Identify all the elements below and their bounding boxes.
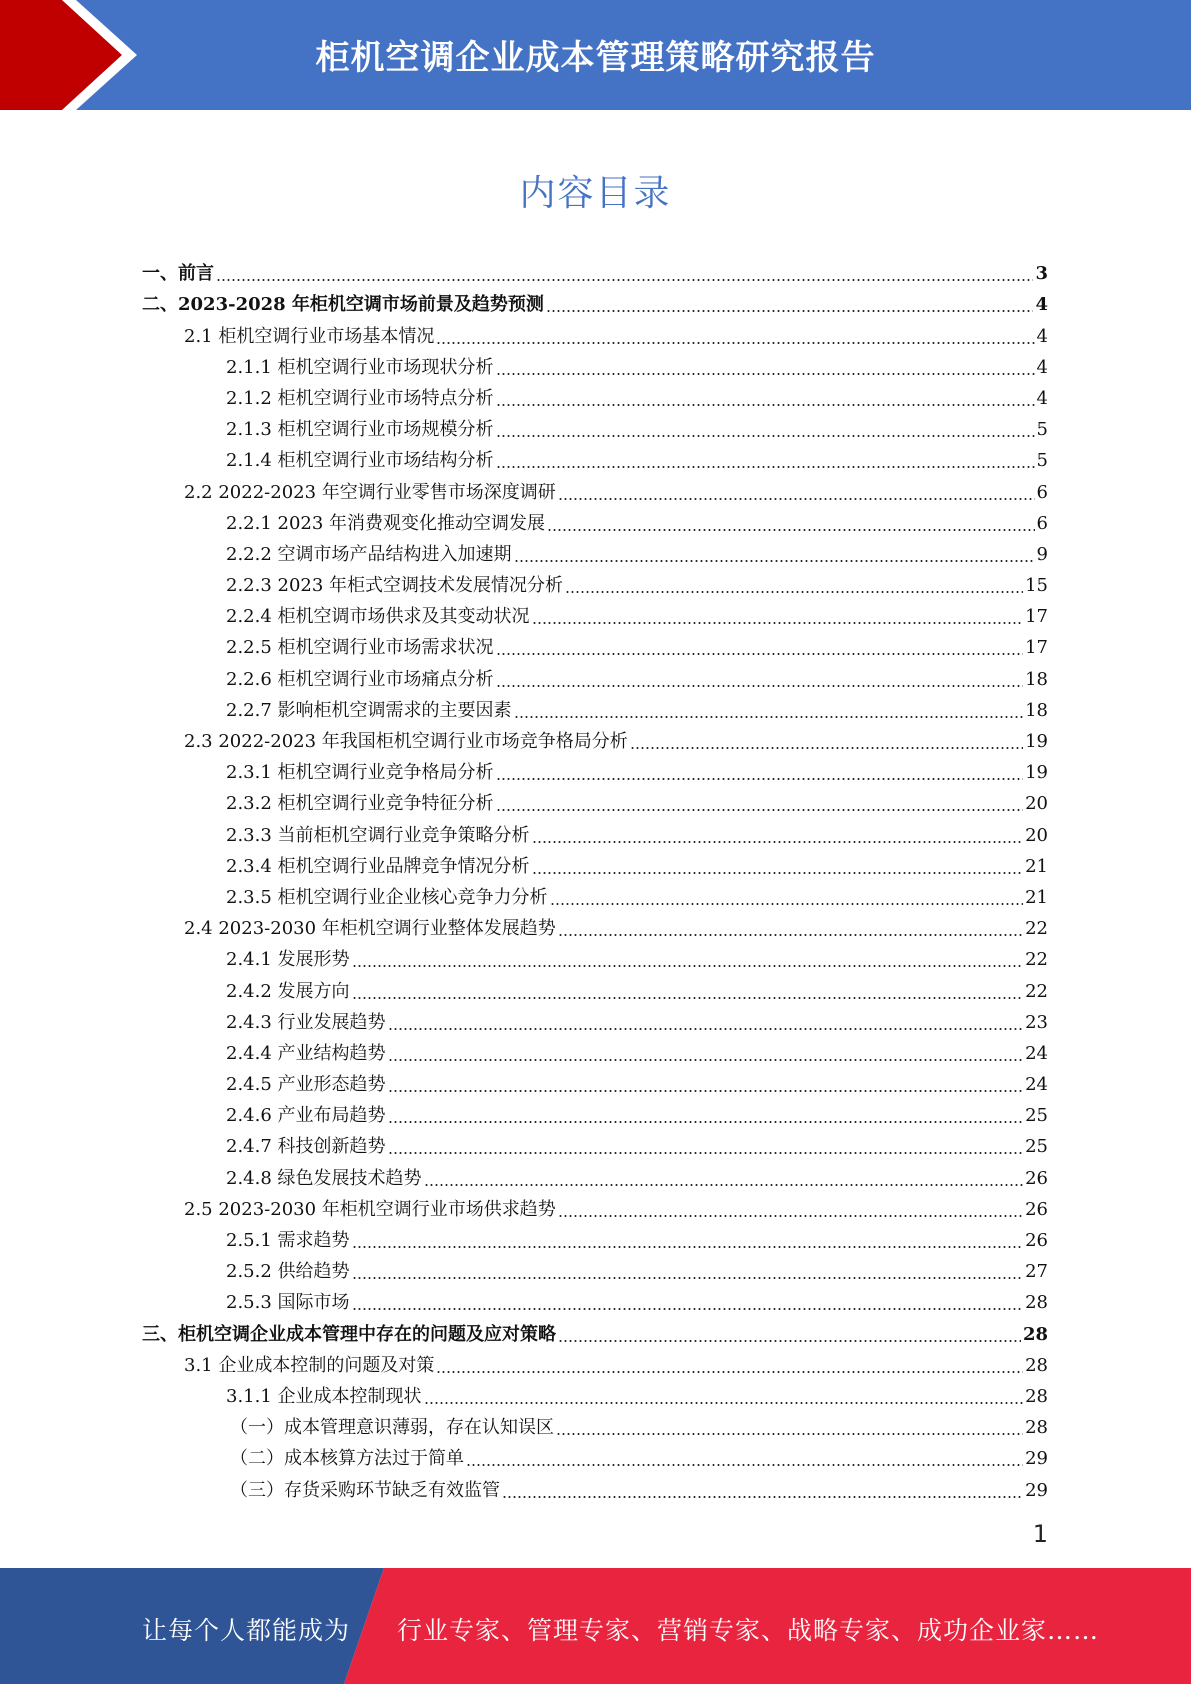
- toc-entry-title: 2.3.4 柜机空调行业品牌竞争情况分析: [226, 855, 530, 877]
- dot-leader: [424, 1400, 1024, 1404]
- dot-leader: [532, 620, 1024, 624]
- dot-leader: [352, 1244, 1024, 1248]
- toc-entry-title: 2.4.3 行业发展趋势: [226, 1011, 386, 1033]
- toc-entry-title: 2.5.1 需求趋势: [226, 1230, 350, 1251]
- toc-entry[interactable]: [142, 659, 1048, 690]
- dot-leader: [558, 1338, 1021, 1342]
- toc-entry-page: 19: [1025, 731, 1048, 752]
- toc-entry[interactable]: [142, 1346, 1048, 1377]
- toc-entry[interactable]: [142, 1252, 1048, 1283]
- toc-entry-page: 24: [1025, 1074, 1048, 1096]
- toc-entry-page: 17: [1025, 606, 1048, 628]
- toc-entry[interactable]: [142, 285, 1048, 316]
- toc-entry-title: 2.2.6 柜机空调行业市场痛点分析: [226, 668, 494, 690]
- toc-entry[interactable]: [142, 1221, 1048, 1252]
- toc-entry-page: 24: [1025, 1042, 1048, 1064]
- toc-entry-title: 2.2 2022-2023 年空调行业零售市场深度调研: [184, 481, 556, 503]
- toc-entry-page: 17: [1025, 637, 1048, 659]
- dot-leader: [556, 1431, 1023, 1435]
- toc-entry-page: 4: [1036, 387, 1048, 409]
- toc-entry-page: 25: [1025, 1105, 1048, 1127]
- dot-leader: [388, 1088, 1024, 1092]
- toc-entry[interactable]: [142, 691, 1048, 722]
- toc-entry-page: 27: [1025, 1261, 1048, 1283]
- toc-entry[interactable]: [142, 753, 1048, 784]
- toc-entry[interactable]: [142, 566, 1048, 597]
- toc-entry-page: 9: [1036, 543, 1048, 565]
- toc-entry[interactable]: [142, 1065, 1048, 1096]
- dot-leader: [565, 589, 1023, 593]
- dot-leader: [514, 714, 1024, 718]
- toc-entry[interactable]: [142, 410, 1048, 441]
- toc-entry-title: 2.4.2 发展方向: [226, 980, 350, 1002]
- toc-entry-title: 2.4.6 产业布局趋势: [226, 1105, 386, 1127]
- toc-entry-page: 21: [1025, 886, 1048, 908]
- toc-entry-page: 18: [1025, 699, 1048, 721]
- dot-leader: [424, 1182, 1024, 1186]
- toc-entry[interactable]: [142, 1408, 1048, 1439]
- toc-entry-title: 2.4.4 产业结构趋势: [226, 1042, 386, 1064]
- dot-leader: [496, 371, 1035, 375]
- toc-entry-page: 29: [1025, 1479, 1048, 1501]
- dot-leader: [558, 496, 1035, 500]
- toc-entry-title: 2.1.1 柜机空调行业市场现状分析: [226, 356, 494, 378]
- toc-entry[interactable]: [142, 971, 1048, 1002]
- toc-entry-page: 26: [1025, 1230, 1048, 1251]
- dot-leader: [352, 1306, 1024, 1310]
- toc-entry[interactable]: [142, 722, 1048, 753]
- toc-entry[interactable]: [142, 1034, 1048, 1065]
- toc-entry-title: 2.5.2 供给趋势: [226, 1261, 350, 1283]
- dot-leader: [496, 683, 1024, 687]
- toc-entry-page: 20: [1025, 793, 1048, 815]
- toc-entry-title: 2.4.1 发展形势: [226, 949, 350, 971]
- dot-leader: [216, 277, 1033, 281]
- dot-leader: [436, 1369, 1023, 1373]
- dot-leader: [547, 527, 1034, 531]
- toc-entry-page: 5: [1036, 450, 1048, 472]
- toc-entry-title: 一、前言: [142, 263, 214, 285]
- dot-leader: [388, 1026, 1024, 1030]
- page-number: 1: [1032, 1520, 1048, 1548]
- toc-entry-page: 21: [1025, 855, 1048, 877]
- dot-leader: [496, 651, 1024, 655]
- toc-entry[interactable]: [142, 348, 1048, 379]
- toc-entry-title: 二、2023-2028 年柜机空调市场前景及趋势预测: [142, 294, 544, 316]
- toc-entry-page: 23: [1025, 1011, 1048, 1033]
- toc-entry-page: 15: [1025, 575, 1048, 597]
- toc-entry-page: 28: [1022, 1323, 1048, 1345]
- toc-entry-page: 22: [1025, 949, 1048, 971]
- toc-entry[interactable]: [142, 1158, 1048, 1189]
- header-banner: [0, 0, 1191, 110]
- toc-entry-title: 2.2.3 2023 年柜式空调技术发展情况分析: [226, 575, 564, 597]
- toc-entry[interactable]: [142, 784, 1048, 815]
- toc-entry[interactable]: [142, 597, 1048, 628]
- toc-entry-page: 3: [1035, 263, 1048, 285]
- toc-entry-title: （一）成本管理意识薄弱，存在认知误区: [230, 1417, 554, 1439]
- dot-leader: [352, 995, 1024, 999]
- dot-leader: [550, 901, 1024, 905]
- toc-heading: 内容目录: [519, 173, 672, 214]
- toc-entry[interactable]: [142, 316, 1048, 347]
- dot-leader: [496, 464, 1035, 468]
- toc-entry-title: 2.4.5 产业形态趋势: [226, 1074, 386, 1096]
- toc-entry-page: 29: [1025, 1448, 1048, 1470]
- toc-entry-title: 2.5 2023-2030 年柜机空调行业市场供求趋势: [184, 1198, 556, 1220]
- toc-entry[interactable]: [142, 878, 1048, 909]
- toc-entry-title: （三）存货采购环节缺乏有效监管: [230, 1479, 500, 1501]
- toc-entry-page: 6: [1036, 512, 1048, 534]
- toc-entry[interactable]: [142, 1314, 1048, 1345]
- toc-entry-page: 4: [1035, 294, 1048, 316]
- toc-entry-page: 26: [1025, 1198, 1048, 1220]
- toc-entry-title: 2.1.4 柜机空调行业市场结构分析: [226, 450, 494, 472]
- dot-leader: [496, 776, 1024, 780]
- dot-leader: [496, 807, 1024, 811]
- toc-entry-page: 4: [1036, 356, 1048, 378]
- toc-entry-title: 2.1 柜机空调行业市场基本情况: [184, 325, 435, 347]
- toc-entry-page: 22: [1025, 918, 1048, 940]
- toc-entry[interactable]: [142, 441, 1048, 472]
- dot-leader: [558, 932, 1023, 936]
- toc-entry-title: 2.3.1 柜机空调行业竞争格局分析: [226, 762, 494, 784]
- toc-entry-page: 19: [1025, 762, 1048, 784]
- footer-slogan-left: 让每个人都能成为: [142, 1616, 351, 1645]
- toc-entry-title: 2.2.4 柜机空调市场供求及其变动状况: [226, 606, 530, 628]
- toc-entry-title: 2.4 2023-2030 年柜机空调行业整体发展趋势: [184, 918, 556, 940]
- dot-leader: [558, 1213, 1023, 1217]
- dot-leader: [514, 558, 1035, 562]
- dot-leader: [546, 308, 1034, 312]
- toc-entry-title: （二）成本核算方法过于简单: [230, 1448, 464, 1470]
- toc-entry[interactable]: [142, 1439, 1048, 1470]
- toc-entry[interactable]: [142, 1283, 1048, 1314]
- dot-leader: [388, 1057, 1024, 1061]
- toc-entry-title: 2.2.2 空调市场产品结构进入加速期: [226, 543, 512, 565]
- dot-leader: [436, 340, 1034, 344]
- toc-entry[interactable]: [142, 1470, 1048, 1501]
- toc-entry[interactable]: [142, 1377, 1048, 1408]
- toc-entry-title: 2.3 2022-2023 年我国柜机空调行业市场竞争格局分析: [184, 731, 628, 752]
- toc-entry-page: 6: [1036, 481, 1048, 503]
- toc-entry[interactable]: [142, 504, 1048, 535]
- toc-entry[interactable]: [142, 379, 1048, 410]
- dot-leader: [388, 1119, 1024, 1123]
- table-of-contents: [142, 254, 1048, 1502]
- toc-entry[interactable]: [142, 628, 1048, 659]
- dot-leader: [466, 1462, 1023, 1466]
- toc-entry-title: 3.1.1 企业成本控制现状: [226, 1385, 422, 1407]
- toc-entry[interactable]: [142, 1190, 1048, 1221]
- toc-entry-page: 28: [1025, 1354, 1048, 1376]
- toc-entry[interactable]: [142, 909, 1048, 940]
- dot-leader: [352, 963, 1024, 967]
- footer-banner: [0, 1568, 1191, 1684]
- toc-entry-page: 28: [1025, 1385, 1048, 1407]
- dot-leader: [502, 1494, 1023, 1498]
- toc-entry-title: 2.2.5 柜机空调行业市场需求状况: [226, 637, 494, 659]
- toc-entry[interactable]: [142, 535, 1048, 566]
- toc-entry[interactable]: [142, 254, 1048, 285]
- toc-entry[interactable]: [142, 1003, 1048, 1034]
- toc-entry-page: 28: [1025, 1417, 1048, 1439]
- toc-entry[interactable]: [142, 847, 1048, 878]
- toc-entry-title: 2.5.3 国际市场: [226, 1292, 350, 1314]
- dot-leader: [630, 745, 1023, 749]
- toc-entry-page: 20: [1025, 824, 1048, 846]
- toc-entry[interactable]: [142, 940, 1048, 971]
- toc-entry-title: 2.1.3 柜机空调行业市场规模分析: [226, 419, 494, 441]
- toc-entry-title: 3.1 企业成本控制的问题及对策: [184, 1354, 435, 1376]
- dot-leader: [532, 870, 1024, 874]
- toc-entry[interactable]: [142, 1096, 1048, 1127]
- toc-entry-title: 2.4.7 科技创新趋势: [226, 1136, 386, 1158]
- toc-entry[interactable]: [142, 472, 1048, 503]
- dot-leader: [496, 433, 1035, 437]
- toc-entry-page: 18: [1025, 668, 1048, 690]
- dot-leader: [532, 839, 1024, 843]
- toc-entry-title: 2.2.1 2023 年消费观变化推动空调发展: [226, 512, 546, 534]
- toc-entry-page: 26: [1025, 1167, 1048, 1189]
- toc-entry-title: 2.3.3 当前柜机空调行业竞争策略分析: [226, 824, 530, 846]
- toc-entry[interactable]: [142, 815, 1048, 846]
- footer-slogan-right: 行业专家、管理专家、营销专家、战略专家、成功企业家……: [397, 1616, 1100, 1645]
- toc-entry-title: 三、柜机空调企业成本管理中存在的问题及应对策略: [142, 1323, 556, 1345]
- dot-leader: [496, 402, 1035, 406]
- dot-leader: [352, 1275, 1024, 1279]
- dot-leader: [388, 1150, 1024, 1154]
- toc-entry-page: 25: [1025, 1136, 1048, 1158]
- toc-entry-title: 2.1.2 柜机空调行业市场特点分析: [226, 387, 494, 409]
- toc-entry[interactable]: [142, 1127, 1048, 1158]
- toc-entry-title: 2.3.5 柜机空调行业企业核心竞争力分析: [226, 886, 548, 908]
- toc-entry-title: 2.2.7 影响柜机空调需求的主要因素: [226, 699, 512, 721]
- toc-entry-page: 4: [1036, 325, 1048, 347]
- report-title: 柜机空调企业成本管理策略研究报告: [315, 38, 876, 78]
- toc-entry-page: 28: [1025, 1292, 1048, 1314]
- toc-entry-page: 22: [1025, 980, 1048, 1002]
- toc-entry-title: 2.4.8 绿色发展技术趋势: [226, 1167, 422, 1189]
- toc-entry-page: 5: [1036, 419, 1048, 441]
- toc-entry-title: 2.3.2 柜机空调行业竞争特征分析: [226, 793, 494, 815]
